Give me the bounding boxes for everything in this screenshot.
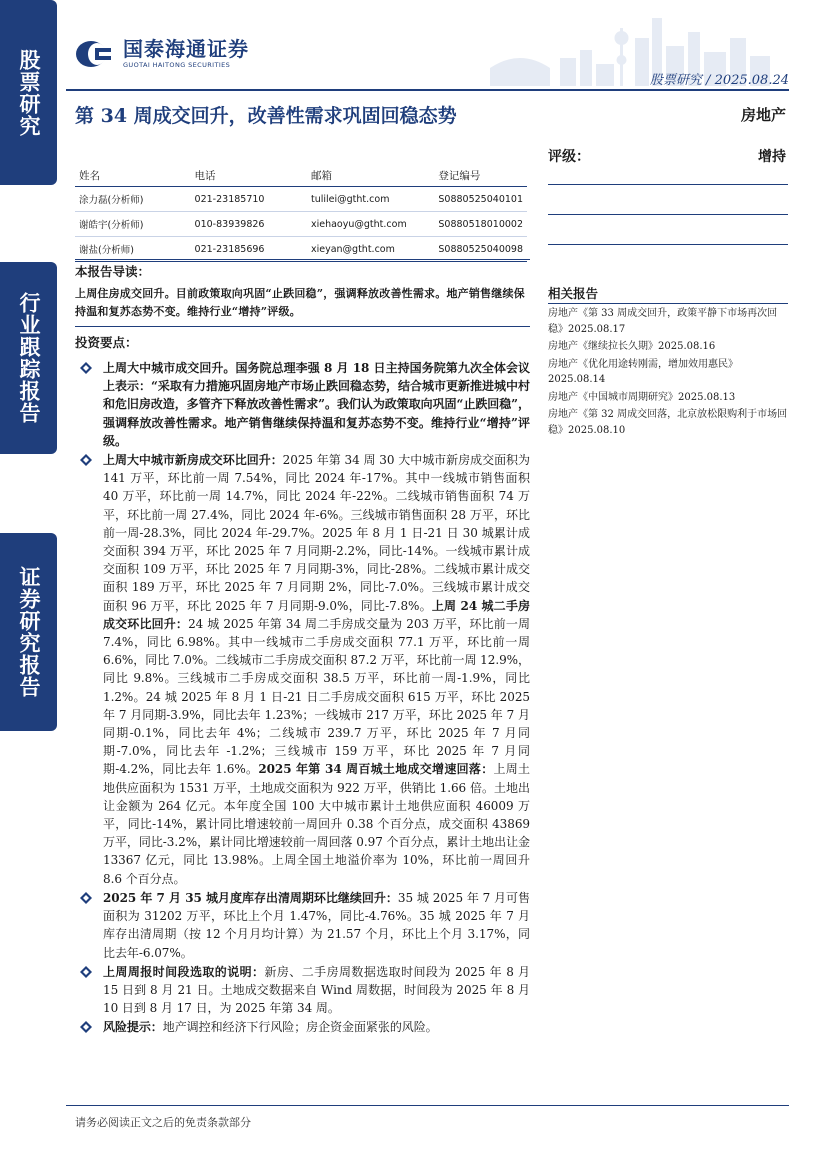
analyst-email[interactable]: xiehaoyu@gtht.com	[307, 212, 434, 237]
point-bold-2: 上周 24 城二手房成交环比回升：	[103, 598, 530, 631]
side-tab-securities-report: 证券研究报告	[0, 533, 57, 731]
related-item[interactable]: 房地产《中国城市周期研究》2025.08.13	[548, 391, 736, 403]
diamond-bullet-icon	[80, 966, 92, 978]
header-date: 2025.08.24	[714, 73, 789, 88]
side-tab-stock-research: 股票研究	[0, 0, 57, 185]
logo-icon	[75, 39, 117, 69]
report-title: 第 34 周成交回升，改善性需求巩固回稳态势	[75, 105, 457, 127]
point-bold: 风险提示：	[103, 1020, 163, 1035]
diamond-bullet-icon	[80, 454, 92, 466]
related-rule	[548, 303, 788, 304]
analyst-name: 谢盐(分析师)	[75, 237, 191, 262]
diamond-bullet-icon	[80, 892, 92, 904]
analyst-phone: 021-23185696	[191, 237, 307, 262]
diamond-bullet-icon	[80, 1021, 92, 1033]
point-item-4	[75, 963, 530, 1018]
col-name: 姓名	[75, 166, 191, 187]
point-bold: 上周大中城市新房成交环比回升：	[103, 453, 283, 468]
point-text: 新房、二手房周数据选取时间段为 2025 年 8 月 15 日到 8 月 21 日。土地成交数据来自 Wind 周数据，时间段为 2025 年 8 月 10 日到 8 月 17 日，为 2025 年第 34 周。	[103, 964, 530, 1016]
analyst-table	[75, 166, 527, 262]
report-guide	[75, 262, 530, 321]
sector-label: 房地产	[740, 106, 786, 124]
analyst-reg: S0880518010002	[434, 212, 527, 237]
header-rule	[66, 89, 789, 91]
analyst-name: 谢皓宇(分析师)	[75, 212, 191, 237]
col-phone: 电话	[191, 166, 307, 187]
related-heading: 相关报告	[548, 286, 599, 301]
analyst-reg: S0880525040101	[434, 187, 527, 212]
guide-rule-top	[75, 259, 530, 260]
col-email: 邮箱	[307, 166, 434, 187]
point-item-3	[75, 889, 530, 962]
rating-value: 增持	[758, 149, 786, 165]
point-item-2	[75, 451, 530, 888]
diamond-bullet-icon	[80, 362, 92, 374]
analyst-name: 涂力磊(分析师)	[75, 187, 191, 212]
table-row	[75, 212, 527, 237]
point-bold: 上周周报时间段选取的说明：	[103, 964, 265, 979]
investment-points	[75, 333, 530, 1037]
rating-rule-3	[548, 244, 788, 245]
related-item[interactable]: 房地产《优化用途转刚需，增加效用惠民》2025.08.14	[548, 358, 738, 385]
table-row	[75, 237, 527, 262]
point-text: 35 城 2025 年 7 月可售面积为 31202 万平，环比上个月 1.47%，同比-4.76%。35 城 2025 年 7 月库存出清周期（按 12 个月月均计算）为 21.57 个月，环比上个月 3.17%，同比去年-6.07%。	[103, 890, 530, 960]
point-bold: 2025 年 7 月 35 城月度库存出清周期环比继续回升：	[103, 890, 398, 905]
guide-rule-bottom	[75, 326, 530, 327]
footer-rule	[66, 1105, 789, 1106]
point-bold: 上周大中城市成交回升。国务院总理李强 8 月 18 日主持国务院第九次全体会议上表示：“采取有力措施巩固房地产市场止跌回稳态势，结合城市更新推进城中村和危旧房改造，多管齐下释放改善性需求”。我们认为政策取向巩固“止跌回稳”，强调释放改善性需求。地产销售继续保持温和复苏态势不变。维持行业“增持”评级。	[103, 361, 530, 448]
point-text-2: 24 城 2025 年第 34 周二手房成交量为 203 万平，环比前一周 7.4%，同比 6.98%。其中一线城市二手房成交面积 77.1 万平，环比前一周 6.6%，同比 7.0%。二线城市二手房成交面积 87.2 万平，环比前一周 12.9%，同比 9.8%。三线城市二手房成交面积 38.5 万平，环比前一周-1.9%，同比 1.2%。24 城 2025 年 8 月 1 日-21 日二手房成交面积 615 万平，环比 2025 年 7 月同期-3.9%，同比去年 1.23%；一线城市 217 万平，环比 2025 年 7 月同期-0.1%，同比去年 4%；二线城市 239.7 万平，环比 2025 年 7 月同期-7.0%，同比去年 -1.2%；三线城市 159 万平，环比 2025 年 7 月同期-4.2%，同比去年 1.6%。	[103, 616, 530, 777]
related-list	[548, 306, 790, 440]
related-item[interactable]: 房地产《第 32 周成交回落，北京放松限购利于市场回稳》2025.08.10	[548, 409, 788, 436]
analyst-phone: 010-83939826	[191, 212, 307, 237]
company-logo	[75, 38, 249, 69]
table-row	[75, 187, 527, 212]
header-category: 股票研究	[649, 73, 702, 88]
point-item-1	[75, 359, 530, 450]
logo-text-en: GUOTAI HAITONG SECURITIES	[123, 61, 231, 69]
rating-rule	[548, 184, 788, 185]
related-item[interactable]: 房地产《第 33 周成交回升，政策平静下市场再次回稳》2025.08.17	[548, 308, 778, 335]
footer-disclaimer: 请务必阅读正文之后的免责条款部分	[75, 1116, 251, 1129]
related-item[interactable]: 房地产《继续拉长久期》2025.08.16	[548, 341, 716, 352]
point-text-3: 上周土地供应面积为 1531 万平，土地成交面积为 922 万平，供销比 1.66 倍。土地出让金额为 264 亿元。本年度全国 100 大中城市累计土地供应面积 46009 万平，同比-14%，累计同比增速较前一周回升 0.38 个百分点，成交面积 43869 万平，同比-3.2%，累计同比增速较前一周回落 0.97 个百分点，累计土地出让金 13367 亿元，同比 13.98%。上周全国土地溢价率为 10%，环比前一周回升 8.6 个百分点。	[103, 762, 531, 886]
col-reg: 登记编号	[434, 166, 527, 187]
header-meta: 股票研究 / 2025.08.24	[649, 73, 789, 88]
point-bold-3: 2025 年第 34 周百城土地成交增速回落：	[258, 762, 494, 777]
analyst-email[interactable]: tulilei@gtht.com	[307, 187, 434, 212]
points-heading: 投资要点：	[75, 335, 138, 350]
point-text: 2025 年第 34 周 30 大中城市新房成交面积为 141 万平，环比前一周 7.54%，同比 2024 年-17%。其中一线城市销售面积 40 万平，环比前一周 14.7%，同比 2024 年-22%。二线城市销售面积 74 万平，环比前一周 27.4%，同比 2024 年-6%。三线城市销售面积 28 万平，环比前一周-28.3%，同比 2024 年-29.7%。2025 年 8 月 1 日-21 日 30 城累计成交面积 394 万平，环比 2025 年 7 月同期-2.2%，同比-14%。一线城市累计成交面积 109 万平，环比 2025 年 7 月同期-3%，同比-28%。二线城市累计成交面积 189 万平，环比 2025 年 7 月同期 2%，同比-7.0%。三线城市累计成交面积 96 万平，环比 2025 年 7 月同期-9.0%，同比-7.8%。	[103, 453, 530, 613]
point-item-5	[75, 1018, 530, 1036]
logo-text-cn: 国泰海通证券	[123, 37, 249, 61]
side-tab-industry-tracking: 行业跟踪报告	[0, 262, 57, 454]
analyst-reg: S0880525040098	[434, 237, 527, 262]
analyst-email[interactable]: xieyan@gtht.com	[307, 237, 434, 262]
guide-text: 上周住房成交回升。目前政策取向巩固“止跌回稳”，强调释放改善性需求。地产销售继续保持温和复苏态势不变。维持行业“增持”评级。	[75, 287, 525, 318]
point-text: 地产调控和经济下行风险；房企资金面紧张的风险。	[162, 1020, 438, 1035]
rating-rule-2	[548, 214, 788, 215]
rating-label: 评级：	[548, 149, 590, 165]
analyst-phone: 021-23185710	[191, 187, 307, 212]
analyst-table-header	[75, 166, 527, 187]
guide-heading: 本报告导读：	[75, 264, 151, 279]
